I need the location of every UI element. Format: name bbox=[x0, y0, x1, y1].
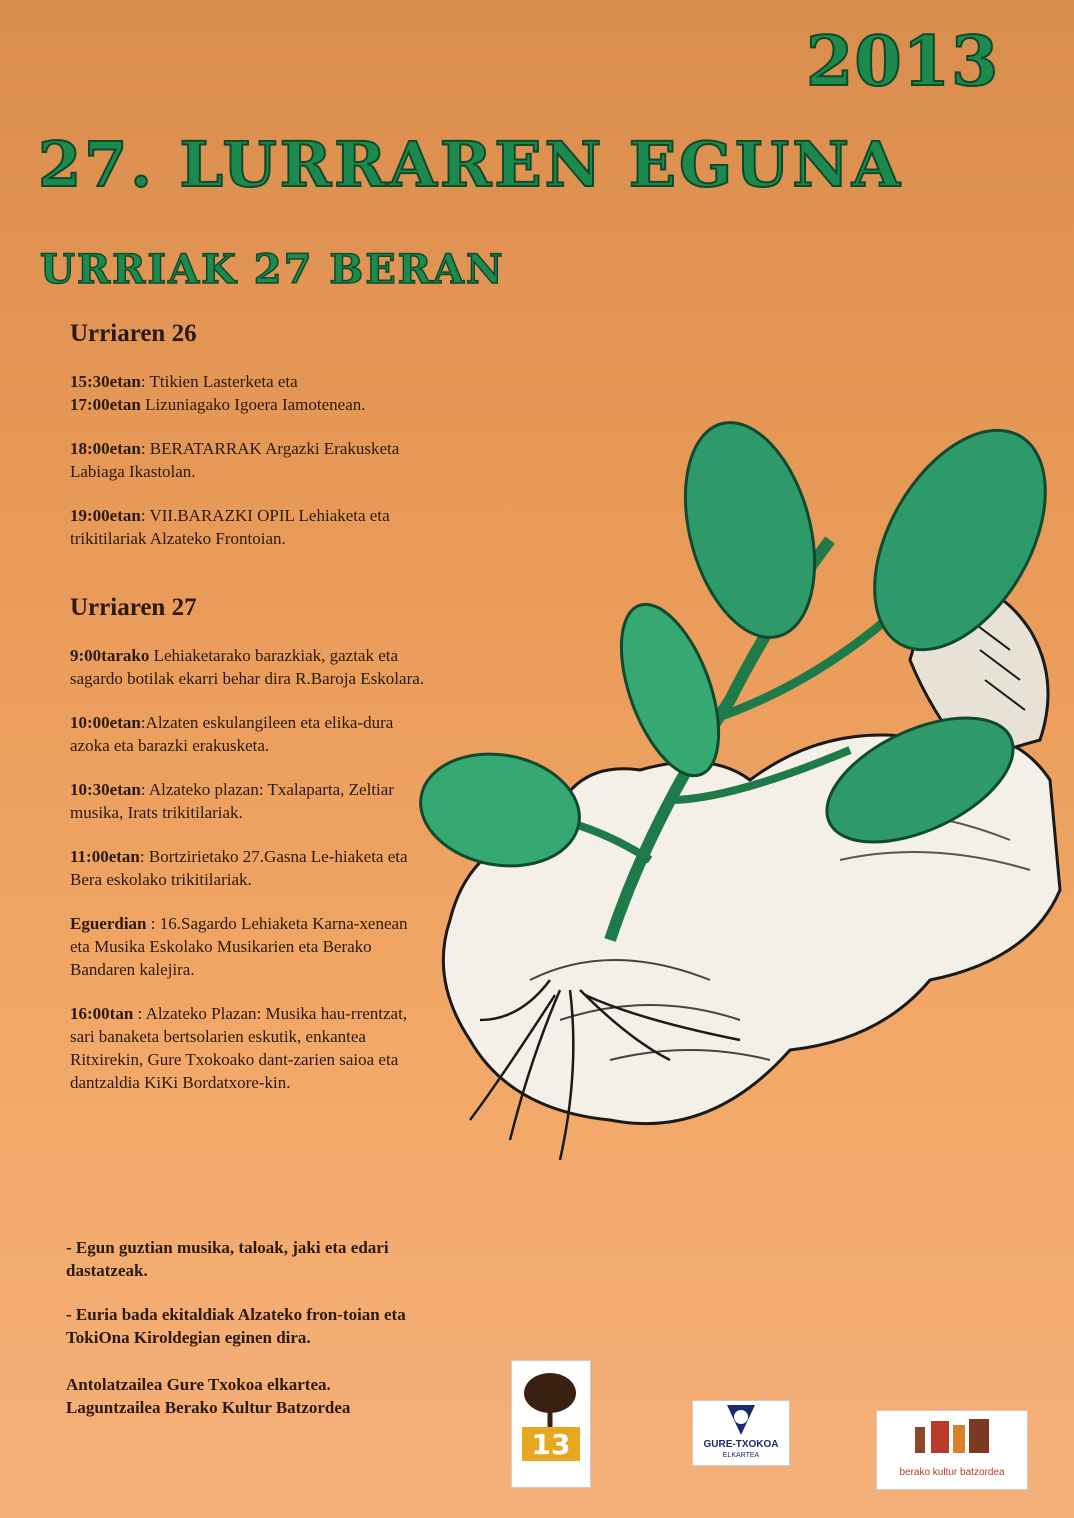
credits bbox=[66, 1373, 426, 1419]
emblem-icon bbox=[693, 1401, 789, 1441]
event-item: 10:00etan:Alzaten eskulangileen eta elika-dura azoka eta barazki erakusketa. bbox=[70, 713, 394, 755]
day2-heading: Urriaren 27 bbox=[70, 594, 197, 621]
festival-13-logo bbox=[511, 1360, 591, 1488]
event-item: 11:00etan: Bortzirietako 27.Gasna Le-hiaketa eta Bera eskolako trikitilariak. bbox=[70, 847, 408, 889]
year: 2013 bbox=[806, 22, 1000, 102]
day1-heading: Urriaren 26 bbox=[70, 320, 197, 347]
hand-with-seedling-illustration bbox=[410, 420, 1070, 1220]
logo3-name: berako kultur batzordea bbox=[899, 1467, 1005, 1478]
kultur-blocks-icon bbox=[877, 1411, 1027, 1465]
page-subtitle: URRIAK 27 BERAN bbox=[40, 246, 505, 293]
event-item: 9:00tarako Lehiaketarako barazkiak, gaztak eta sagardo botilak ekarri behar dira R.Baroja Eskolara. bbox=[70, 646, 425, 688]
note-rain: - Euria bada ekitaldiak Alzateko fron-toian eta TokiOna Kiroldegian eginen dira. bbox=[66, 1305, 406, 1347]
gure-txokoa-logo bbox=[692, 1400, 790, 1466]
event-item: 18:00etan: BERATARRAK Argazki Erakusketa Labiaga Ikastolan. bbox=[70, 439, 400, 481]
page-title: 27. LURRAREN EGUNA bbox=[38, 128, 903, 201]
event-item: 16:00tan : Alzateko Plazan: Musika hau-rrentzat, sari banaketa bertsolarien eskutik, enkantea Ritxirekin, Gure Txokoako dant-zarien saioa eta dantzaldia KiKi Bordatxore-kin. bbox=[70, 1004, 408, 1092]
logo2-name: GURE-TXOKOA bbox=[703, 1439, 779, 1450]
event-item: 15:30etan: Ttikien Lasterketa eta 17:00etan Lizuniagako Igoera Iamotenean. bbox=[70, 372, 366, 414]
svg-text:13: 13 bbox=[531, 1428, 571, 1461]
event-item: 10:30etan: Alzateko plazan: Txalaparta, Zeltiar musika, Irats trikitilariak. bbox=[70, 780, 394, 822]
note-music: - Egun guztian musika, taloak, jaki eta edari dastatzeak. bbox=[66, 1238, 389, 1280]
collaborator-text: Laguntzailea Berako Kultur Batzordea bbox=[66, 1398, 351, 1417]
notes bbox=[66, 1236, 426, 1419]
event-item: 19:00etan: VII.BARAZKI OPIL Lehiaketa eta trikitilariak Alzateko Frontoian. bbox=[70, 506, 390, 548]
berako-kultur-batzordea-logo bbox=[876, 1410, 1028, 1490]
tree-icon bbox=[512, 1361, 590, 1487]
organizer-text: Antolatzailea Gure Txokoa elkartea. bbox=[66, 1375, 331, 1394]
logo2-sub: ELKARTEA bbox=[722, 1452, 760, 1459]
event-item: Eguerdian : 16.Sagardo Lehiaketa Karna-xenean eta Musika Eskolako Musikarien eta Berako Bandaren kalejira. bbox=[70, 914, 408, 979]
schedule bbox=[70, 320, 430, 1115]
